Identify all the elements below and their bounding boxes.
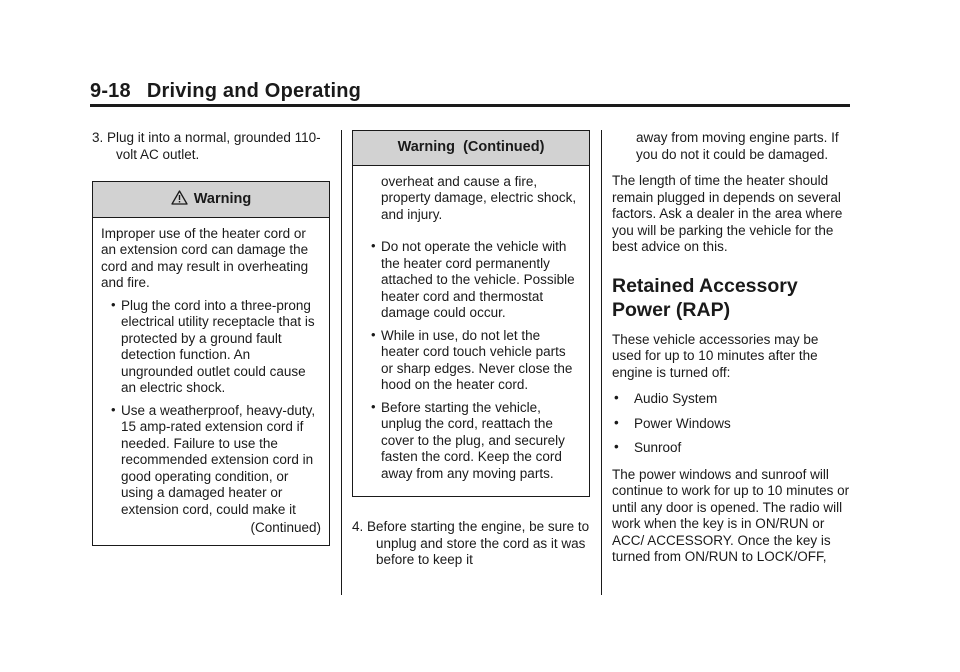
chapter-title: Driving and Operating (146, 80, 362, 102)
warning-bullet: • Plug the cord into a three-prong electrical utility receptacle that is protected by a ground fault detection function. An ungrounded outlet could cause an electric shock. (111, 296, 315, 395)
warning-header (93, 182, 329, 218)
warning-box (92, 181, 330, 546)
warning-box-continued (352, 130, 590, 497)
warning-triangle-icon (171, 190, 188, 205)
column-left (92, 130, 330, 546)
warning-intro: overheat and cause a fire, property damage, electric shock, and injury. (381, 173, 577, 222)
column-middle (352, 130, 590, 587)
warning-bullet: • Do not operate the vehicle with the heater cord permanently attached to the vehicle. Possible heater cord and thermostat damage could occur. (371, 238, 575, 320)
warning-bullet: • Use a weatherproof, heavy-duty, 15 amp-rated extension cord if needed. Failure to use the recommended extension cord in good operating condition, or using a damaged heater or extension cord, could make it (111, 401, 316, 517)
step-3: 3. Plug it into a normal, grounded 110-volt AC outlet. (92, 130, 321, 162)
bullet-icon: • (371, 238, 376, 253)
bullet-icon: • (371, 326, 376, 342)
warning-header (353, 131, 589, 166)
warning-bullet: • Before starting the vehicle, unplug the cord, reattach the cover to the plug, and securely fasten the cord. Keep the cord away from any moving parts. (371, 398, 565, 481)
warning-intro: Improper use of the heater cord or an extension cord can damage the cord and may result in overheating and fire. (101, 225, 309, 290)
step-4: 4. Before starting the engine, be sure to unplug and store the cord as it was before to keep it (352, 519, 590, 567)
page-header (90, 80, 850, 103)
bullet-icon: • (614, 414, 619, 430)
page-number: 9-18 (90, 80, 131, 102)
heater-paragraph: The length of time the heater should remain plugged in depends on several factors. Ask a dealer in the area where you will be parking the vehicle for the best advice on this. (612, 173, 843, 254)
rap-intro: These vehicle accessories may be used for up to 10 minutes after the engine is turned off: (612, 331, 819, 380)
bullet-icon: • (614, 390, 619, 405)
bullet-icon: • (371, 398, 376, 414)
rap-details: The power windows and sunroof will continue to work for up to 10 minutes or until any door is opened. The radio will work when the key is in ON/RUN or ACC/ ACCESSORY. Once the key is turned from ON/RUN to LOCK/OFF, (612, 466, 850, 564)
list-item: • Power Windows (614, 414, 731, 431)
bullet-icon: • (111, 401, 116, 417)
column-divider (601, 130, 602, 595)
warning-bullet: • While in use, do not let the heater cord touch vehicle parts or sharp edges. Never close the hood on the heater cord. (371, 326, 573, 392)
bullet-icon: • (111, 296, 116, 312)
continued-label: (Continued) (250, 520, 321, 535)
step-4-continued: away from moving engine parts. If you do not it could be damaged. (636, 130, 839, 162)
column-divider (341, 130, 342, 595)
column-right (612, 130, 850, 576)
section-title: Retained Accessory Power (RAP) (612, 274, 798, 321)
list-item: • Audio System (614, 390, 718, 406)
bullet-icon: • (614, 439, 619, 454)
list-item: • Sunroof (614, 439, 682, 455)
header-rule (90, 104, 850, 107)
warning-title: Warning (193, 191, 252, 207)
warning-title: Warning (Continued) (397, 139, 545, 155)
